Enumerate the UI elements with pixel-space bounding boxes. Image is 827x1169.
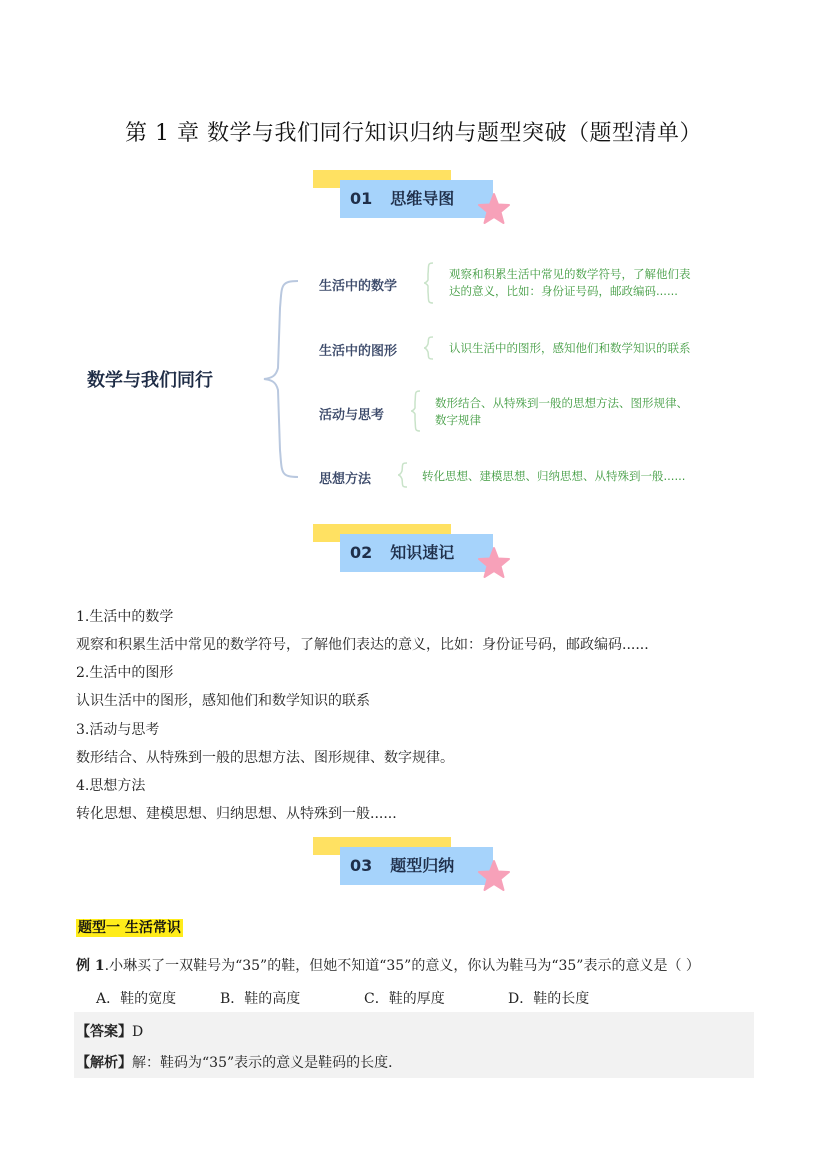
- mindmap-main-brace: [262, 278, 302, 480]
- option-c: C．鞋的厚度: [364, 991, 445, 1007]
- star-icon: [477, 546, 511, 580]
- example-prefix: 例 1: [76, 958, 105, 974]
- knowledge-heading: 1.生活中的数学: [76, 609, 174, 625]
- mindmap-sub-brace: [397, 462, 409, 488]
- section-header-mindmap: [313, 170, 523, 230]
- section-number: 02: [350, 543, 373, 562]
- mindmap-branch: 生活中的图形: [319, 344, 398, 359]
- answer-line: [76, 1021, 143, 1041]
- mindmap-branch: 思想方法: [319, 472, 372, 487]
- page-title: 第 1 章 数学与我们同行知识归纳与题型突破（题型清单）: [125, 121, 702, 146]
- knowledge-text: 转化思想、建模思想、归纳思想、从特殊到一般......: [76, 806, 397, 822]
- mindmap-branch: 活动与思考: [319, 408, 385, 423]
- knowledge-text: 观察和积累生活中常见的数学符号，了解他们表达的意义，比如：身份证号码，邮政编码......: [76, 637, 649, 653]
- knowledge-heading: 3.活动与思考: [76, 722, 160, 738]
- section-label: 题型归纳: [390, 856, 455, 875]
- answer-label: 【答案】: [76, 1024, 132, 1040]
- section-number: 03: [350, 856, 373, 875]
- mindmap-sub-brace: [423, 262, 435, 304]
- mindmap-branch: 生活中的数学: [319, 279, 398, 294]
- mindmap-leaf: 数形结合、从特殊到一般的思想方法、图形规律、 数字规律: [435, 396, 688, 427]
- example-text: .小琳买了一双鞋号为“35”的鞋，但她不知道“35”的意义，你认为鞋马为“35”表示的意义是（ ）: [104, 958, 700, 974]
- analysis-label: 【解析】: [76, 1055, 132, 1071]
- mindmap-sub-brace: [423, 336, 435, 360]
- mindmap-leaf: 认识生活中的图形，感知他们和数学知识的联系: [449, 341, 691, 355]
- knowledge-text: 数形结合、从特殊到一般的思想方法、图形规律、数字规律。: [76, 750, 454, 766]
- star-icon: [477, 192, 511, 226]
- answer-value: D: [132, 1024, 144, 1040]
- section-number: 01: [350, 189, 373, 208]
- knowledge-heading: 4.思想方法: [76, 778, 146, 794]
- example-question: [76, 955, 700, 975]
- analysis-line: [76, 1052, 402, 1072]
- mindmap-root: 数学与我们同行: [87, 370, 213, 391]
- section-label: 思维导图: [390, 189, 455, 208]
- section-header-knowledge: [313, 524, 523, 584]
- knowledge-heading: 2.生活中的图形: [76, 665, 174, 681]
- option-b: B．鞋的高度: [220, 991, 301, 1007]
- star-icon: [477, 859, 511, 893]
- knowledge-text: 认识生活中的图形，感知他们和数学知识的联系: [76, 693, 370, 709]
- question-type-title: 题型一 生活常识: [78, 920, 181, 936]
- section-label: 知识速记: [390, 543, 455, 562]
- mindmap-leaf: 转化思想、建模思想、归纳思想、从特殊到一般......: [422, 469, 686, 483]
- section-header-question-types: [313, 837, 523, 897]
- option-a: A．鞋的宽度: [96, 991, 177, 1007]
- option-d: D．鞋的长度: [508, 991, 590, 1007]
- analysis-text: 解：鞋码为“35”表示的意义是鞋码的长度．: [132, 1055, 403, 1071]
- mindmap-leaf: 观察和积累生活中常见的数学符号，了解他们表 达的意义，比如：身份证号码，邮政编码......: [449, 267, 691, 298]
- mindmap-sub-brace: [410, 390, 422, 432]
